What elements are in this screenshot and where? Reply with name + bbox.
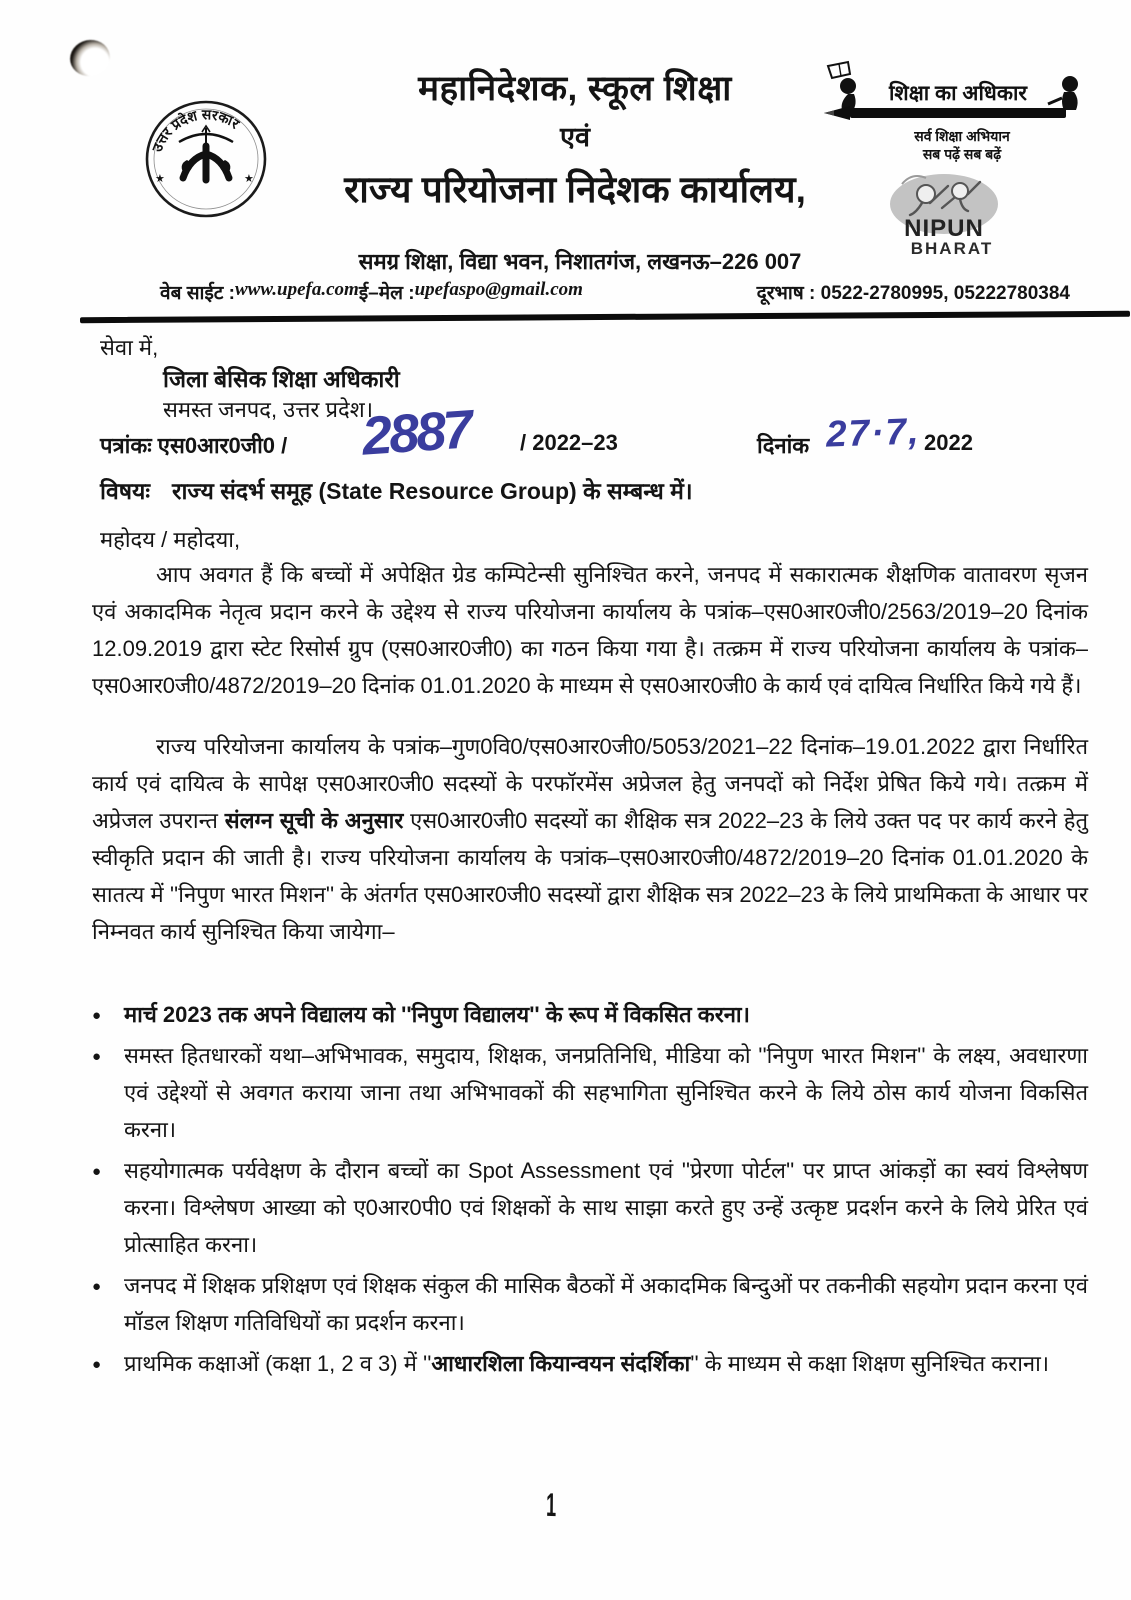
svg-text:★: ★ (244, 173, 254, 185)
up-seal-icon (143, 96, 269, 222)
letterhead-titles (315, 64, 835, 213)
bullet-3-text: सहयोगात्मक पर्यवेक्षण के दौरान बच्चों का Spot Assessment एवं ''प्रेरणा पोर्टल'' पर प्राप्त आंकड़ों का स्वयं विश्लेषण करना। विश्लेषण आख्या को ए0आर0पी0 एवं शिक्षकों के साथ साझा करते हुए उन्हें उत्कृष्ट प्रदर्शन करने के लिये प्रेरित एवं प्रोत्साहित करना। (124, 1158, 1088, 1257)
date-handwritten: 27·7, (825, 410, 922, 455)
ssa-pencil-icon (812, 60, 1104, 164)
paragraph-2-text2: एस0आर0जी0 सदस्यों का शैक्षिक सत्र 2022–23 के लिये उक्त पद पर कार्य करने हेतु स्वीकृति प्रदान की जाती है। राज्य परियोजना कार्यालय के पत्रांक–एस0आर0जी0/4872/2019–20 दिनांक 01.01.2020 के सातत्य में ''निपुण भारत मिशन'' के अंतर्गत एस0आर0जी0 सदस्यों द्वारा शैक्षिक सत्र 2022–23 के लिये प्राथमिकता के आधार पर निम्नवत कार्य सुनिश्चित किया जायेगा– (92, 808, 1088, 944)
ref-number-suffix: / 2022–23 (520, 430, 618, 455)
website-url: www.upefa.com (234, 279, 359, 300)
svg-text:NIPUN: NIPUN (904, 215, 984, 242)
office-title-line2: एवं (560, 122, 590, 152)
addressee-title: जिला बेसिक शिक्षा अधिकारी (163, 366, 400, 392)
ref-number-label: पत्रांकः एस0आर0जी0 / (100, 433, 288, 458)
email-address: upefaspo@gmail.com (414, 279, 583, 300)
bullet-4-text: जनपद में शिक्षक प्रशिक्षण एवं शिक्षक संकुल की मासिक बैठकों में अकादमिक बिन्दुओं पर तकनीकी सहयोग प्रदान करना एवं मॉडल शिक्षण गतिविधियों का प्रदर्शन करना। (124, 1273, 1088, 1335)
to-label: सेवा में, (100, 335, 159, 360)
bullet-item-3 (90, 1152, 1088, 1263)
paragraph-1: आप अवगत हैं कि बच्चों में अपेक्षित ग्रेड कम्पिटेन्सी सुनिश्चित करने, जनपद में सकारात्मक शैक्षणिक वातावरण सृजन एवं अकादमिक नेतृत्व प्रदान करने के उद्देश्य से राज्य परियोजना कार्यालय के पत्रांक–एस0आर0जी0/2563/2019–20 दिनांक 12.09.2019 द्वारा स्टेट रिसोर्स ग्रुप (एस0आर0जी0) का गठन किया गया है। तत्क्रम में राज्य परियोजना कार्यालय के पत्रांक–एस0आर0जी0/4872/2019–20 दिनांक 01.01.2020 के माध्यम से एस0आर0जी0 के कार्य एवं दायित्व निर्धारित किये गये हैं। (92, 562, 1088, 698)
bullet-2-text: समस्त हितधारकों यथा–अभिभावक, समुदाय, शिक्षक, जनप्रतिनिधि, मीडिया को ''निपुण भारत मिशन'' के लक्ष्य, अवधारणा एवं उद्देश्यों से अवगत कराया जाना तथा अभिभावकों की सहभागिता सुनिश्चित करने के लिये ठोस कार्य योजना विकसित करना। (124, 1043, 1088, 1142)
paragraph-2-text: राज्य परियोजना कार्यालय के पत्रांक–गुण0वि0/एस0आर0जी0/5053/2021–22 दिनांक–19.01.2022 द्वारा निर्धारित कार्य एवं दायित्व के सापेक्ष एस0आर0जी0 सदस्यों के परफॉरमेंस अप्रेजल हेतु जनपदों को निर्देश प्रेषित किये गये। तत्क्रम में अप्रेजल उपरान्त (92, 734, 1088, 833)
phone-numbers: दूरभाष : 0522-2780995, 05222780384 (756, 283, 1070, 304)
paragraph-2-bold: संलग्न सूची के अनुसार (224, 808, 404, 833)
svg-text:उत्तर प्रदेश सरकार: उत्तर प्रदेश सरकार (148, 106, 243, 154)
date-label: दिनांक (757, 433, 810, 458)
bullet-item-5 (90, 1345, 1088, 1382)
subject-text: राज्य संदर्भ समूह (State Resource Group) के सम्बन्ध में। (172, 478, 693, 504)
svg-text:BHARAT: BHARAT (910, 239, 994, 258)
punch-hole-mark (67, 36, 114, 80)
salutation: महोदय / महोदया, (100, 527, 241, 552)
bullet-item-4 (90, 1267, 1088, 1341)
contact-line (160, 279, 1070, 305)
page-number: 1 (545, 1485, 557, 1524)
ssa-logo (812, 60, 1104, 169)
office-title-line3: राज्य परियोजना निदेशक कार्यालय, (344, 169, 806, 210)
date-year: 2022 (924, 430, 973, 455)
svg-text:सर्व शिक्षा अभियान: सर्व शिक्षा अभियान (914, 128, 1010, 144)
office-address: समग्र शिक्षा, विद्या भवन, निशातगंज, लखनऊ–226 007 (358, 249, 802, 274)
bullet-1-text: मार्च 2023 तक अपने विद्यालय को ''निपुण विद्यालय'' के रूप में विकसित करना। (124, 1002, 750, 1027)
paragraph-2 (92, 728, 1088, 950)
addressee-region: समस्त जनपद, उत्तर प्रदेश। (163, 397, 374, 422)
ref-number-handwritten: 2887 (360, 399, 473, 467)
bullet-item-1 (90, 996, 1088, 1033)
bullet-5-text-a: प्राथमिक कक्षाओं (कक्षा 1, 2 व 3) में '' (124, 1351, 432, 1376)
bullet-5-text-bold: आधारशिला कियान्वयन संदर्शिका (431, 1351, 691, 1376)
svg-text:शिक्षा का अधिकार: शिक्षा का अधिकार (888, 82, 1028, 105)
bullet-item-2 (90, 1037, 1088, 1148)
up-government-seal (143, 96, 269, 227)
nipun-bharat-icon (862, 166, 1026, 258)
subject-label: विषयः (100, 478, 151, 504)
svg-text:★: ★ (155, 173, 165, 185)
header-divider (80, 311, 1130, 323)
svg-text:सब पढ़ें सब बढ़ें: सब पढ़ें सब बढ़ें (922, 146, 1002, 162)
bullet-5-text-c: '' के माध्यम से कक्षा शिक्षण सुनिश्चित कराना। (690, 1351, 1050, 1376)
website-label: वेब साईट : (160, 283, 235, 304)
task-bullet-list (90, 996, 1088, 1386)
email-label: ई–मेल : (358, 283, 415, 304)
subject-line (100, 474, 693, 506)
office-title-line1: महानिदेशक, स्कूल शिक्षा (418, 69, 732, 108)
